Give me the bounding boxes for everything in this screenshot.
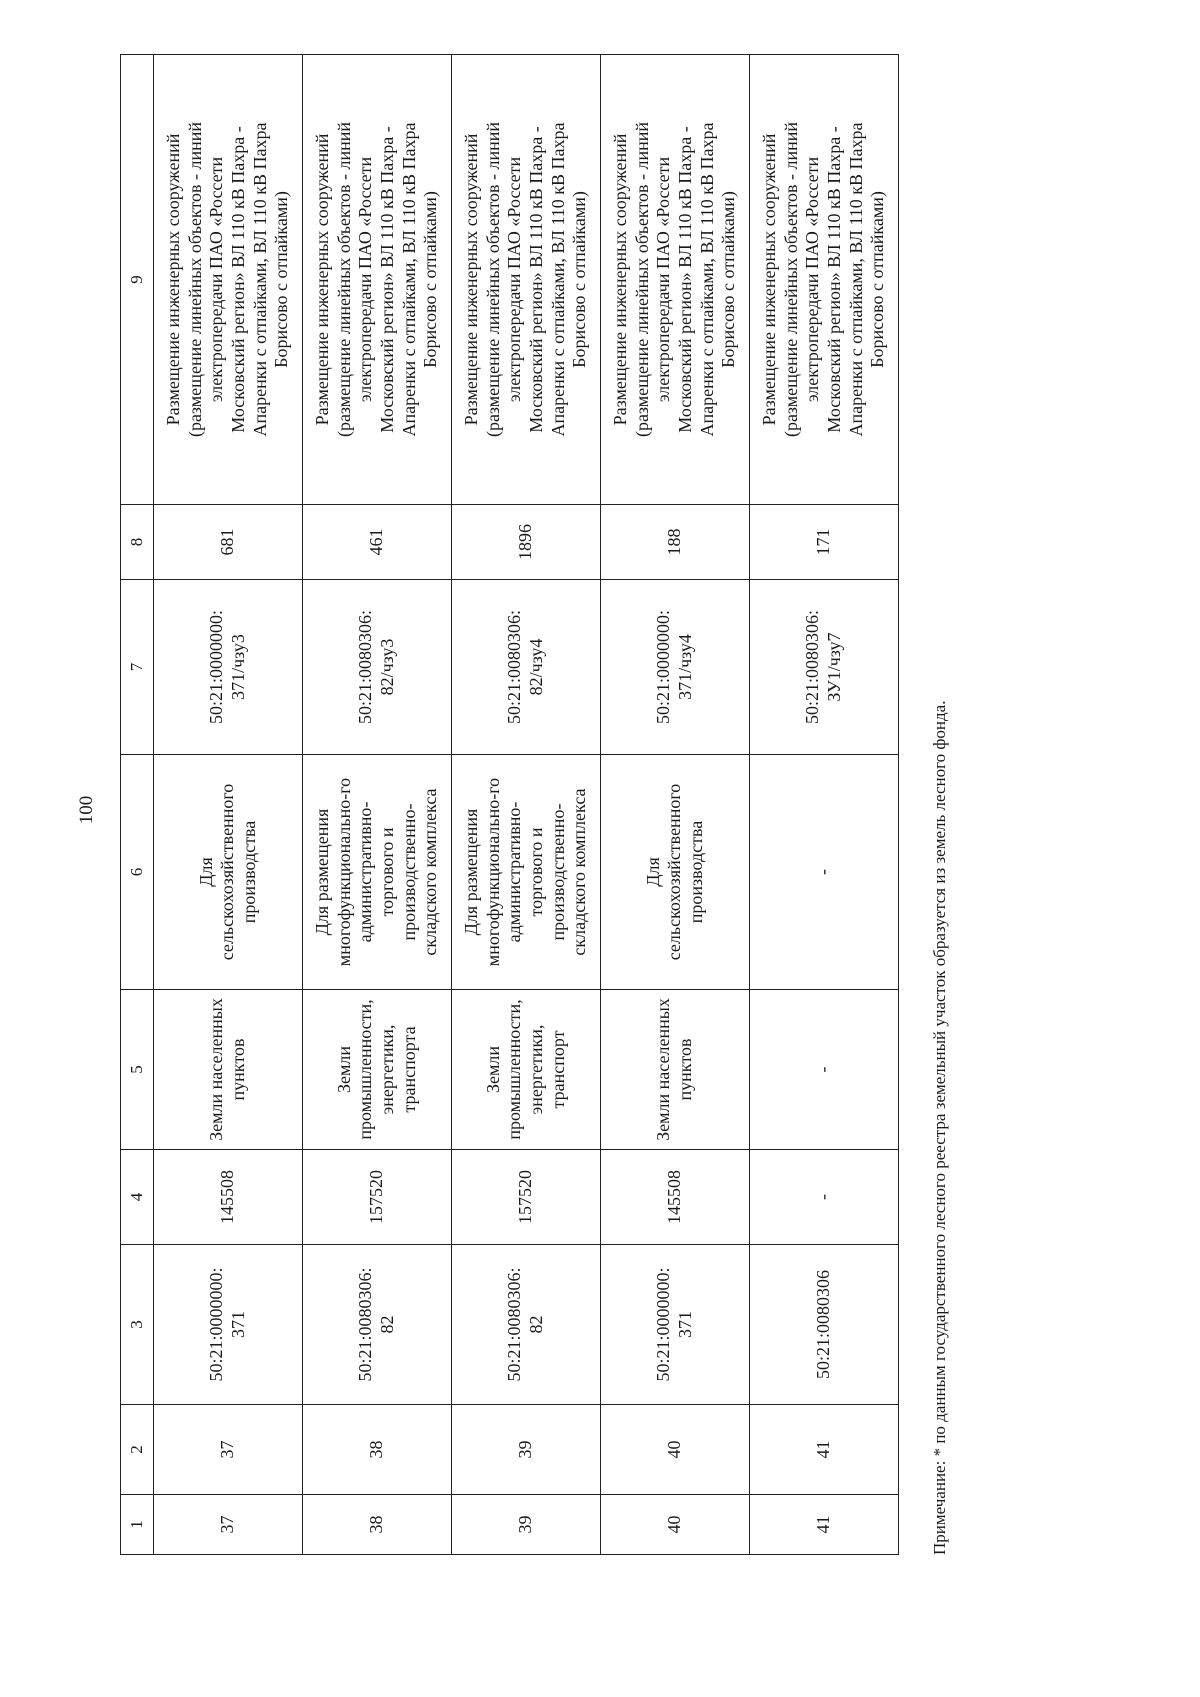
cell-row-number: 38 bbox=[303, 1495, 452, 1555]
page-number: 100 bbox=[76, 795, 97, 825]
column-number-7: 7 bbox=[121, 580, 154, 755]
cell-part-number: 50:21:0080306: 82/чзу3 bbox=[303, 580, 452, 755]
cell-area: - bbox=[750, 1150, 899, 1245]
footnote: Примечание: * по данным государственного лесного реестра земельный участок образуется из земель лесного фонда. bbox=[930, 700, 949, 1555]
cell-encumbrance: Размещение инженерных сооружений (размещение линейных объектов - линий электропередачи ПАО «Россети Московский регион» ВЛ 110 кВ Пахра - Апаренки с отпайками, ВЛ 110 кВ Пахра Борисово с отпайками) bbox=[303, 55, 452, 505]
cell-part-number: 50:21:0080306: 82/чзу4 bbox=[452, 580, 601, 755]
cell-plot-number: 38 bbox=[303, 1405, 452, 1495]
cell-row-number: 39 bbox=[452, 1495, 601, 1555]
column-number-6: 6 bbox=[121, 755, 154, 990]
cell-part-area: 171 bbox=[750, 505, 899, 580]
cell-part-area: 188 bbox=[601, 505, 750, 580]
cell-area: 157520 bbox=[303, 1150, 452, 1245]
cell-area: 145508 bbox=[601, 1150, 750, 1245]
cell-permitted-use: Для размещения многофункционально-го административно- торгового и производственно- складского комплекса bbox=[452, 755, 601, 990]
cell-permitted-use: Для сельскохозяйственного производства bbox=[154, 755, 303, 990]
cell-cadastral-number: 50:21:0080306: 82 bbox=[303, 1245, 452, 1405]
land-plots-table bbox=[120, 54, 899, 1555]
cell-encumbrance: Размещение инженерных сооружений (размещение линейных объектов - линий электропередачи ПАО «Россети Московский регион» ВЛ 110 кВ Пахра - Апаренки с отпайками, ВЛ 110 кВ Пахра Борисово с отпайками) bbox=[750, 55, 899, 505]
cell-part-area: 1896 bbox=[452, 505, 601, 580]
cell-encumbrance: Размещение инженерных сооружений (размещение линейных объектов - линий электропередачи ПАО «Россети Московский регион» ВЛ 110 кВ Пахра - Апаренки с отпайками, ВЛ 110 кВ Пахра Борисово с отпайками) bbox=[452, 55, 601, 505]
cell-part-area: 461 bbox=[303, 505, 452, 580]
column-number-1: 1 bbox=[121, 1495, 154, 1555]
cell-part-number: 50:21:0000000: 371/чзу4 bbox=[601, 580, 750, 755]
cell-plot-number: 37 bbox=[154, 1405, 303, 1495]
cell-permitted-use: - bbox=[750, 755, 899, 990]
cell-plot-number: 40 bbox=[601, 1405, 750, 1495]
cell-cadastral-number: 50:21:0080306: 82 bbox=[452, 1245, 601, 1405]
table-row bbox=[303, 55, 452, 1555]
cell-cadastral-number: 50:21:0080306 bbox=[750, 1245, 899, 1405]
cell-encumbrance: Размещение инженерных сооружений (размещение линейных объектов - линий электропередачи ПАО «Россети Московский регион» ВЛ 110 кВ Пахра - Апаренки с отпайками, ВЛ 110 кВ Пахра Борисово с отпайками) bbox=[601, 55, 750, 505]
rotated-page-content bbox=[120, 55, 950, 1555]
cell-permitted-use: Для размещения многофункционально-го административно- торгового и производственно- складского комплекса bbox=[303, 755, 452, 990]
cell-row-number: 40 bbox=[601, 1495, 750, 1555]
column-number-4: 4 bbox=[121, 1150, 154, 1245]
cell-permitted-use: Для сельскохозяйственного производства bbox=[601, 755, 750, 990]
column-number-3: 3 bbox=[121, 1245, 154, 1405]
table-row bbox=[750, 55, 899, 1555]
cell-row-number: 41 bbox=[750, 1495, 899, 1555]
header-row bbox=[121, 55, 154, 1555]
table-row bbox=[601, 55, 750, 1555]
column-number-5: 5 bbox=[121, 990, 154, 1150]
cell-area: 145508 bbox=[154, 1150, 303, 1245]
cell-part-number: 50:21:0000000: 371/чзу3 bbox=[154, 580, 303, 755]
cell-plot-number: 39 bbox=[452, 1405, 601, 1495]
cell-land-category: - bbox=[750, 990, 899, 1150]
column-number-8: 8 bbox=[121, 505, 154, 580]
cell-land-category: Земли промышленности, энергетики, транспорт bbox=[452, 990, 601, 1150]
cell-land-category: Земли населенных пунктов bbox=[154, 990, 303, 1150]
cell-area: 157520 bbox=[452, 1150, 601, 1245]
column-number-2: 2 bbox=[121, 1405, 154, 1495]
cell-part-number: 50:21:0080306: ЗУ1/чзу7 bbox=[750, 580, 899, 755]
cell-row-number: 37 bbox=[154, 1495, 303, 1555]
cell-encumbrance: Размещение инженерных сооружений (размещение линейных объектов - линий электропередачи ПАО «Россети Московский регион» ВЛ 110 кВ Пахра - Апаренки с отпайками, ВЛ 110 кВ Пахра Борисово с отпайками) bbox=[154, 55, 303, 505]
column-number-9: 9 bbox=[121, 55, 154, 505]
cell-part-area: 681 bbox=[154, 505, 303, 580]
cell-land-category: Земли промышленности, энергетики, транспорта bbox=[303, 990, 452, 1150]
table-row bbox=[452, 55, 601, 1555]
cell-plot-number: 41 bbox=[750, 1405, 899, 1495]
cell-land-category: Земли населенных пунктов bbox=[601, 990, 750, 1150]
cell-cadastral-number: 50:21:0000000: 371 bbox=[154, 1245, 303, 1405]
cell-cadastral-number: 50:21:0000000: 371 bbox=[601, 1245, 750, 1405]
table-row bbox=[154, 55, 303, 1555]
